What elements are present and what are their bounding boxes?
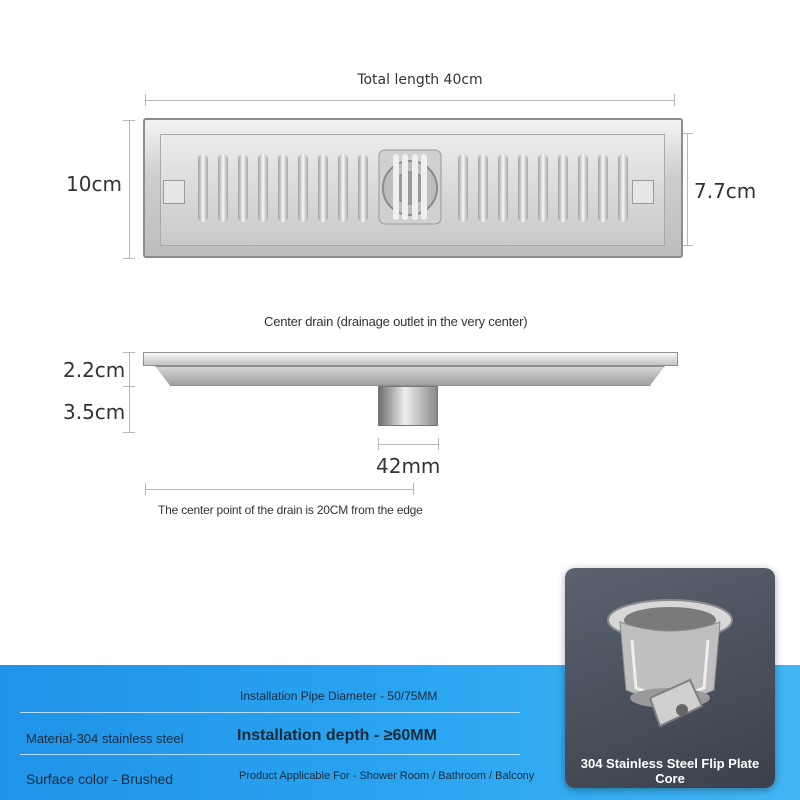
center-drain-note: Center drain (drainage outlet in the very center) xyxy=(264,314,528,329)
side-top-height-label: 2.2cm xyxy=(63,358,126,382)
spec-divider-2 xyxy=(20,754,520,755)
pipe-width-line xyxy=(378,444,438,445)
center-point-tick-right xyxy=(413,483,414,495)
spec-divider-1 xyxy=(20,712,520,713)
height-outer-line xyxy=(129,120,130,258)
pipe-diameter-label: 42mm xyxy=(376,454,441,478)
total-length-line xyxy=(145,100,675,101)
grate-slot xyxy=(238,154,248,222)
side-height-tick-mid xyxy=(123,386,135,387)
total-length-tick-right xyxy=(674,94,675,106)
grate-slot xyxy=(258,154,268,222)
outlet-pipe xyxy=(378,386,438,426)
spec-material: Material-304 stainless steel xyxy=(26,731,184,746)
height-inner-line xyxy=(687,133,688,245)
center-point-line xyxy=(145,489,413,490)
drain-side-body xyxy=(155,366,665,386)
grate-slot xyxy=(578,154,588,222)
height-outer-tick-top xyxy=(123,120,135,121)
height-outer-tick-bottom xyxy=(123,258,135,259)
grate-slot xyxy=(518,154,528,222)
side-height-tick-bottom xyxy=(123,432,135,433)
height-inner-label: 7.7cm xyxy=(694,179,757,203)
side-bottom-height-label: 3.5cm xyxy=(63,400,126,424)
grate-slot xyxy=(298,154,308,222)
side-height-line xyxy=(129,352,130,432)
grate-tab-right xyxy=(632,180,654,204)
spec-pipe-diameter: Installation Pipe Diameter - 50/75MM xyxy=(240,689,438,703)
spec-install-depth: Installation depth - ≥60MM xyxy=(237,727,437,744)
grate-slot xyxy=(358,154,368,222)
grate-slot xyxy=(218,154,228,222)
spec-applicable: Product Applicable For - Shower Room / Bathroom / Balcony xyxy=(239,770,535,782)
center-point-tick-left xyxy=(145,483,146,495)
total-length-label: Total length 40cm xyxy=(357,72,483,88)
inset-caption: 304 Stainless Steel Flip Plate Core xyxy=(580,756,760,786)
height-outer-label: 10cm xyxy=(66,172,122,196)
grate-slot xyxy=(278,154,288,222)
flip-core-image xyxy=(590,580,750,750)
grate-slot xyxy=(338,154,348,222)
grate-slot xyxy=(498,154,508,222)
spec-surface: Surface color - Brushed xyxy=(26,771,174,787)
pipe-width-tick-left xyxy=(378,438,379,450)
grate-slot xyxy=(598,154,608,222)
center-outlet-icon xyxy=(375,148,445,226)
grate-slot xyxy=(558,154,568,222)
side-height-tick-top xyxy=(123,352,135,353)
total-length-tick-left xyxy=(145,94,146,106)
grate-slot xyxy=(618,154,628,222)
pipe-width-tick-right xyxy=(438,438,439,450)
grate-slot xyxy=(538,154,548,222)
grate-slot xyxy=(318,154,328,222)
center-point-note: The center point of the drain is 20CM from the edge xyxy=(158,503,423,517)
grate-slot xyxy=(478,154,488,222)
grate-slot xyxy=(198,154,208,222)
grate-slot xyxy=(458,154,468,222)
grate-tab-left xyxy=(163,180,185,204)
drain-side-lid xyxy=(143,352,678,366)
